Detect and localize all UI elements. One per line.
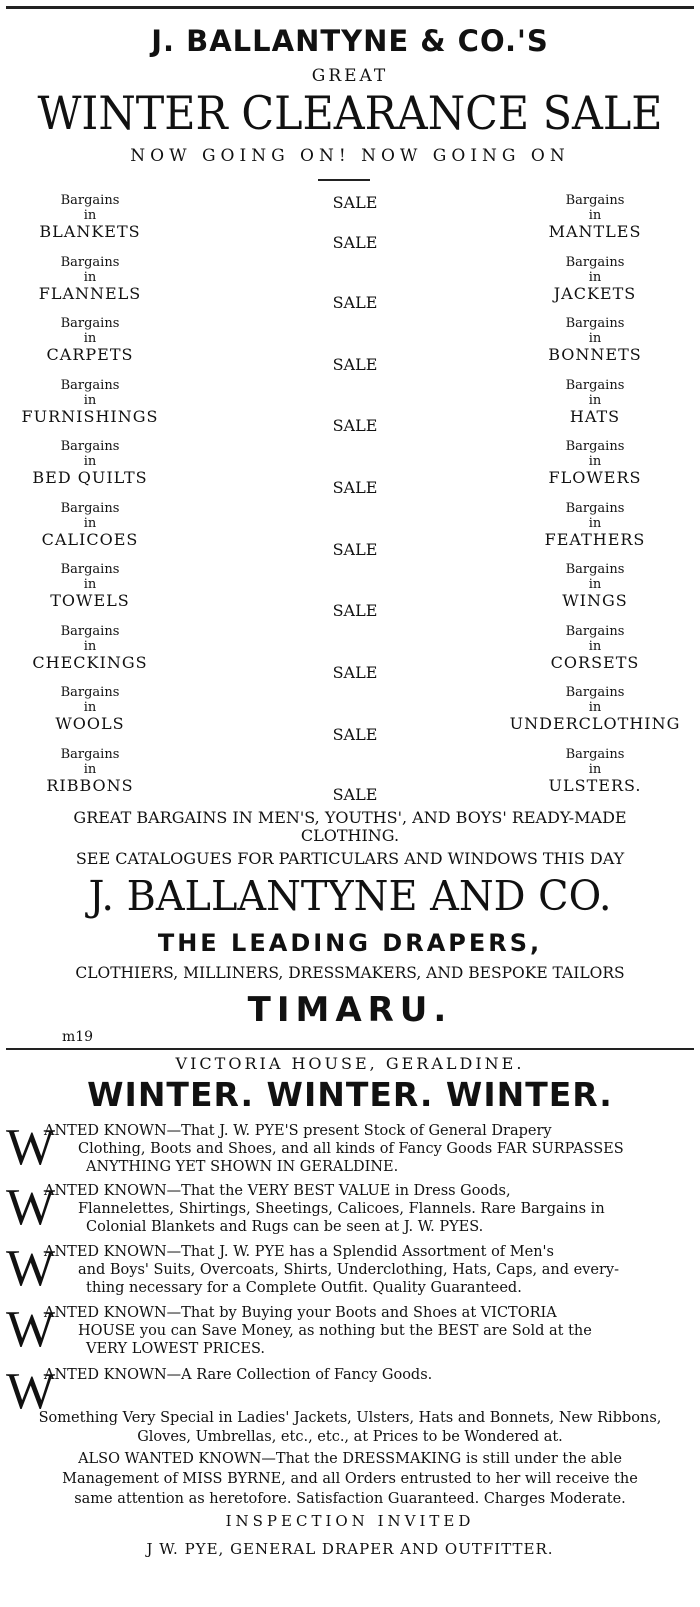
right-sale-entry [495, 439, 695, 487]
item-name: JACKETS [553, 283, 637, 303]
bargains-label: Bargains [60, 254, 120, 270]
right-sale-entry [495, 562, 695, 610]
left-sale-entry [5, 193, 175, 241]
sale-label: SALE [332, 416, 378, 435]
inspection-invited: INSPECTION INVITED [225, 1512, 475, 1530]
drop-cap: W [6, 1363, 56, 1420]
right-sale-entry [495, 685, 695, 733]
also-line-3: same attention as heretofore. Satisfaction Guaranteed. Charges Moderate. [74, 1491, 626, 1507]
left-sale-entry [5, 377, 175, 426]
signature-line: J W. PYE, GENERAL DRAPER AND OUTFITTER. [146, 1540, 554, 1558]
bargains-label: Bargains [565, 193, 625, 208]
notice-line: VERY LOWEST PRICES. [86, 1341, 266, 1357]
item-name: CHECKINGS [32, 652, 148, 672]
firm-name: J. BALLANTYNE AND CO. [88, 872, 612, 920]
right-sale-entry [495, 500, 695, 549]
in-label: in [588, 577, 602, 592]
ad-code: m19 [62, 1029, 94, 1045]
notice-line: Flannelettes, Shirtings, Sheetings, Calicoes, Flannels. Rare Bargains in [78, 1201, 605, 1217]
sale-label: SALE [332, 293, 378, 312]
in-label: in [588, 761, 602, 777]
also-line-2: Management of MISS BYRNE, and all Orders entrusted to her will receive the [62, 1471, 638, 1487]
bargains-label: Bargains [565, 254, 625, 270]
notice-line: ANTED KNOWN—That J. W. PYE'S present Stock of General Drapery [44, 1123, 552, 1139]
notice-line: HOUSE you can Save Money, as nothing but the BEST are Sold at the [78, 1323, 592, 1339]
ad-headline: WINTER CLEARANCE SALE [37, 86, 663, 140]
sale-label: SALE [332, 355, 378, 374]
also-line-1: ALSO WANTED KNOWN—That the DRESSMAKING is still under the able [78, 1451, 622, 1467]
drop-cap: W [6, 1301, 56, 1358]
left-sale-entry [5, 746, 175, 795]
in-label: in [83, 454, 97, 469]
notice-line: Colonial Blankets and Rugs can be seen at J. W. PYES. [86, 1219, 484, 1235]
town-name: TIMARU. [247, 990, 453, 1030]
sale-label: SALE [332, 725, 378, 744]
sale-label: SALE [332, 601, 378, 620]
in-label: in [588, 269, 602, 285]
item-name: BONNETS [548, 345, 642, 364]
wanted-known-notice [6, 1301, 696, 1358]
notice-line: ANTED KNOWN—A Rare Collection of Fancy Goods. [44, 1367, 433, 1383]
item-name: RIBBONS [46, 775, 134, 795]
drop-cap: W [6, 1119, 56, 1176]
in-label: in [588, 638, 602, 654]
notice-line: ANYTHING YET SHOWN IN GERALDINE. [86, 1159, 399, 1175]
in-label: in [588, 208, 602, 223]
item-name: ULSTERS. [548, 775, 642, 795]
drop-cap: W [6, 1240, 56, 1297]
left-sale-entry [5, 500, 175, 549]
item-name: CORSETS [550, 652, 640, 672]
winter-heading: WINTER. WINTER. WINTER. [87, 1075, 613, 1114]
bargains-label: Bargains [565, 623, 625, 639]
in-label: in [83, 700, 97, 715]
ad-great: GREAT [311, 66, 389, 86]
item-name: WINGS [562, 591, 628, 610]
mens-line-1: GREAT BARGAINS IN MEN'S, YOUTHS', AND BOYS' READY-MADE [73, 808, 627, 827]
in-label: in [83, 208, 97, 223]
mens-line-2: CLOTHING. [300, 826, 400, 845]
catalogues-line: SEE CATALOGUES FOR PARTICULARS AND WINDOWS THIS DAY [75, 849, 625, 868]
top-rule [6, 6, 694, 9]
sale-label: SALE [332, 785, 378, 804]
bargains-label: Bargains [60, 623, 120, 639]
item-name: MANTLES [548, 222, 642, 241]
in-label: in [83, 269, 97, 285]
bargains-label: Bargains [565, 439, 625, 454]
left-sale-entry [5, 254, 175, 303]
left-sale-entry [5, 562, 175, 610]
sale-label: SALE [332, 193, 378, 212]
bargains-label: Bargains [565, 377, 625, 393]
bargains-label: Bargains [60, 685, 120, 700]
item-name: UNDERCLOTHING [509, 714, 681, 733]
bargains-label: Bargains [565, 746, 625, 762]
in-label: in [83, 331, 97, 346]
left-sale-entry [5, 685, 175, 733]
in-label: in [83, 761, 97, 777]
bargains-label: Bargains [60, 439, 120, 454]
trades-line: CLOTHIERS, MILLINERS, DRESSMAKERS, AND BESPOKE TAILORS [75, 964, 625, 982]
sale-label: SALE [332, 540, 378, 559]
item-name: TOWELS [50, 591, 130, 610]
sale-label: SALE [332, 478, 378, 497]
bargains-label: Bargains [60, 377, 120, 393]
in-label: in [83, 392, 97, 408]
bargains-label: Bargains [565, 562, 625, 577]
bargains-label: Bargains [60, 562, 120, 577]
leading-drapers: THE LEADING DRAPERS, [157, 929, 543, 957]
item-name: CALICOES [41, 529, 139, 549]
in-label: in [588, 392, 602, 408]
in-label: in [83, 638, 97, 654]
bargains-label: Bargains [565, 500, 625, 516]
notice-line: and Boys' Suits, Overcoats, Shirts, Underclothing, Hats, Caps, and every- [78, 1262, 619, 1278]
right-sale-entry [495, 316, 695, 364]
drop-cap: W [6, 1179, 56, 1236]
victoria-house: VICTORIA HOUSE, GERALDINE. [175, 1054, 525, 1073]
item-name: CARPETS [46, 345, 134, 364]
left-sale-entry [5, 623, 175, 672]
right-sale-entry [495, 746, 695, 795]
ad-going-on: NOW GOING ON! NOW GOING ON [130, 146, 570, 166]
left-sale-entry [5, 439, 175, 487]
bargains-label: Bargains [60, 746, 120, 762]
in-label: in [588, 700, 602, 715]
in-label: in [83, 515, 97, 531]
item-name: BLANKETS [39, 222, 141, 241]
item-name: BED QUILTS [32, 468, 148, 487]
bargains-label: Bargains [60, 316, 120, 331]
sale-label: SALE [332, 233, 378, 252]
item-name: FLANNELS [38, 283, 142, 303]
bargains-label: Bargains [60, 500, 120, 516]
in-label: in [588, 454, 602, 469]
in-label: in [83, 577, 97, 592]
right-sale-entry [495, 254, 695, 303]
notice-line: ANTED KNOWN—That J. W. PYE has a Splendid Assortment of Men's [44, 1244, 554, 1260]
wanted-known-notice [6, 1119, 696, 1176]
something-line-2: Gloves, Umbrellas, etc., etc., at Prices to be Wondered at. [137, 1429, 563, 1445]
bargains-label: Bargains [565, 685, 625, 700]
notice-line: thing necessary for a Complete Outfit. Quality Guaranteed. [86, 1280, 522, 1296]
left-sale-entry [5, 316, 175, 364]
short-rule [318, 179, 370, 181]
in-label: in [588, 515, 602, 531]
bargains-label: Bargains [565, 316, 625, 331]
right-sale-entry [495, 193, 695, 241]
item-name: HATS [569, 406, 621, 426]
notice-line: Clothing, Boots and Shoes, and all kinds of Fancy Goods FAR SURPASSES [78, 1141, 624, 1157]
ad-title: J. BALLANTYNE & CO.'S [151, 24, 549, 58]
bargains-label: Bargains [60, 193, 120, 208]
wanted-known-notice [6, 1179, 696, 1236]
section-rule [6, 1048, 694, 1050]
item-name: FEATHERS [544, 529, 646, 549]
right-sale-entry [495, 623, 695, 672]
item-name: WOOLS [55, 714, 125, 733]
in-label: in [588, 331, 602, 346]
something-line-1: Something Very Special in Ladies' Jackets, Ulsters, Hats and Bonnets, New Ribbons, [38, 1410, 662, 1426]
notice-line: ANTED KNOWN—That the VERY BEST VALUE in Dress Goods, [44, 1183, 511, 1199]
sale-label: SALE [332, 663, 378, 682]
wanted-known-notice [6, 1240, 696, 1297]
notice-line: ANTED KNOWN—That by Buying your Boots and Shoes at VICTORIA [44, 1305, 557, 1321]
item-name: FLOWERS [548, 468, 642, 487]
right-sale-entry [495, 377, 695, 426]
item-name: FURNISHINGS [21, 406, 159, 426]
